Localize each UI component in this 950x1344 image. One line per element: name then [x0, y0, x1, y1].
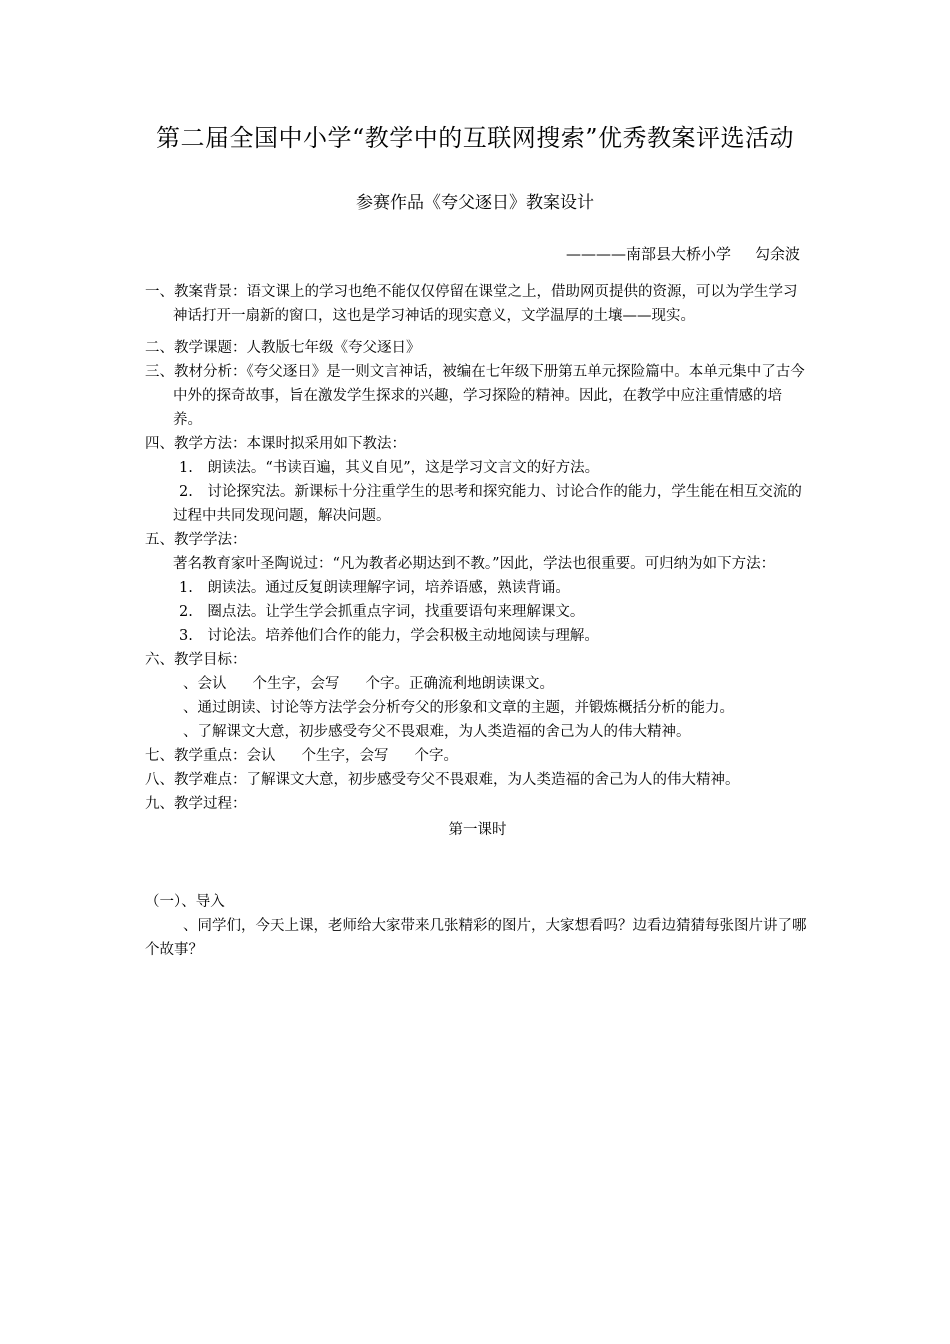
key-point-part: 个字。: [414, 748, 458, 764]
goal-item-part: 个生字，会写: [252, 676, 340, 692]
intro-section: [145, 890, 810, 962]
goal-item-part: 个字。正确流利地朗读课文。: [365, 676, 554, 692]
part-heading: （一）、导入: [145, 894, 225, 910]
goal-item: 、了解课文大意，初步感受夸父不畏艰难，为人类造福的舍己为人的伟大精神。: [183, 724, 691, 740]
author-name: 勾余波: [754, 245, 800, 263]
section-background: 一、教案背景：语文课上的学习也绝不能仅仅停留在课堂之上，借助网页提供的资源，可以为学生学习神话打开一扇新的窗口，这也是学习神话的现实意义，文学温厚的土壤——现实。: [145, 284, 798, 324]
section-topic: 二、教学课题：人教版七年级《夸父逐日》: [145, 340, 421, 356]
goal-item: 、通过朗读、讨论等方法学会分析夸父的形象和文章的主题，并锻炼概括分析的能力。: [183, 700, 734, 716]
key-point-part: 七、教学重点：会认: [145, 748, 276, 764]
study-item: 3. 讨论法。培养他们合作的能力，学会积极主动地阅读与理解。: [179, 628, 599, 644]
section-analysis: 三、教材分析：《夸父逐日》是一则文言神话，被编在七年级下册第五单元探险篇中。本单元集中了古今中外的探奇故事，旨在激发学生探求的兴趣，学习探险的精神。因此，在教学中应注重情感的培养。: [145, 364, 805, 428]
key-point-part: 个生字，会写: [301, 748, 389, 764]
method-item: 1. 朗读法。“书读百遍，其义自见”，这是学习文言文的好方法。: [179, 460, 600, 476]
section-method-heading: 四、教学方法：本课时拟采用如下教法：: [145, 436, 406, 452]
study-intro: 著名教育家叶圣陶说过：“凡为教者必期达到不教。”因此，学法也很重要。可归纳为如下方法：: [173, 556, 776, 572]
study-item: 2. 圈点法。让学生学会抓重点字词，找重要语句来理解课文。: [179, 604, 585, 620]
section-goal-heading: 六、教学目标：: [145, 652, 247, 668]
study-item: 1. 朗读法。通过反复朗读理解字词，培养语感，熟读背诵。: [179, 580, 570, 596]
section-key-point: [145, 744, 810, 768]
section-difficulty: 八、教学难点：了解课文大意，初步感受夸父不畏艰难，为人类造福的舍己为人的伟大精神。: [145, 772, 740, 788]
author-school: ————南部县大桥小学: [565, 245, 731, 263]
method-item: [145, 480, 810, 528]
document-body: [145, 280, 810, 842]
section-study-heading: 五、教学学法：: [145, 532, 247, 548]
part-text: 、同学们，今天上课，老师给大家带来几张精彩的图片，大家想看吗？边看边猜猜每张图片讲了哪个故事？: [145, 918, 807, 958]
goal-item-part: 、会认: [183, 676, 227, 692]
lesson-title: 第一课时: [448, 822, 507, 838]
section-process: 九、教学过程：: [145, 796, 247, 812]
document-subtitle: 参赛作品《夸父逐日》教案设计: [356, 193, 594, 213]
document-title: 第二届全国中小学“教学中的互联网搜索”优秀教案评选活动: [155, 124, 795, 152]
author-line: [0, 243, 800, 264]
goal-item: [145, 672, 810, 696]
method-item-text: 2. 讨论探究法。新课标十分注重学生的思考和探究能力、讨论合作的能力，学生能在相互交流的过程中共同发现问题，解决问题。: [173, 484, 802, 524]
